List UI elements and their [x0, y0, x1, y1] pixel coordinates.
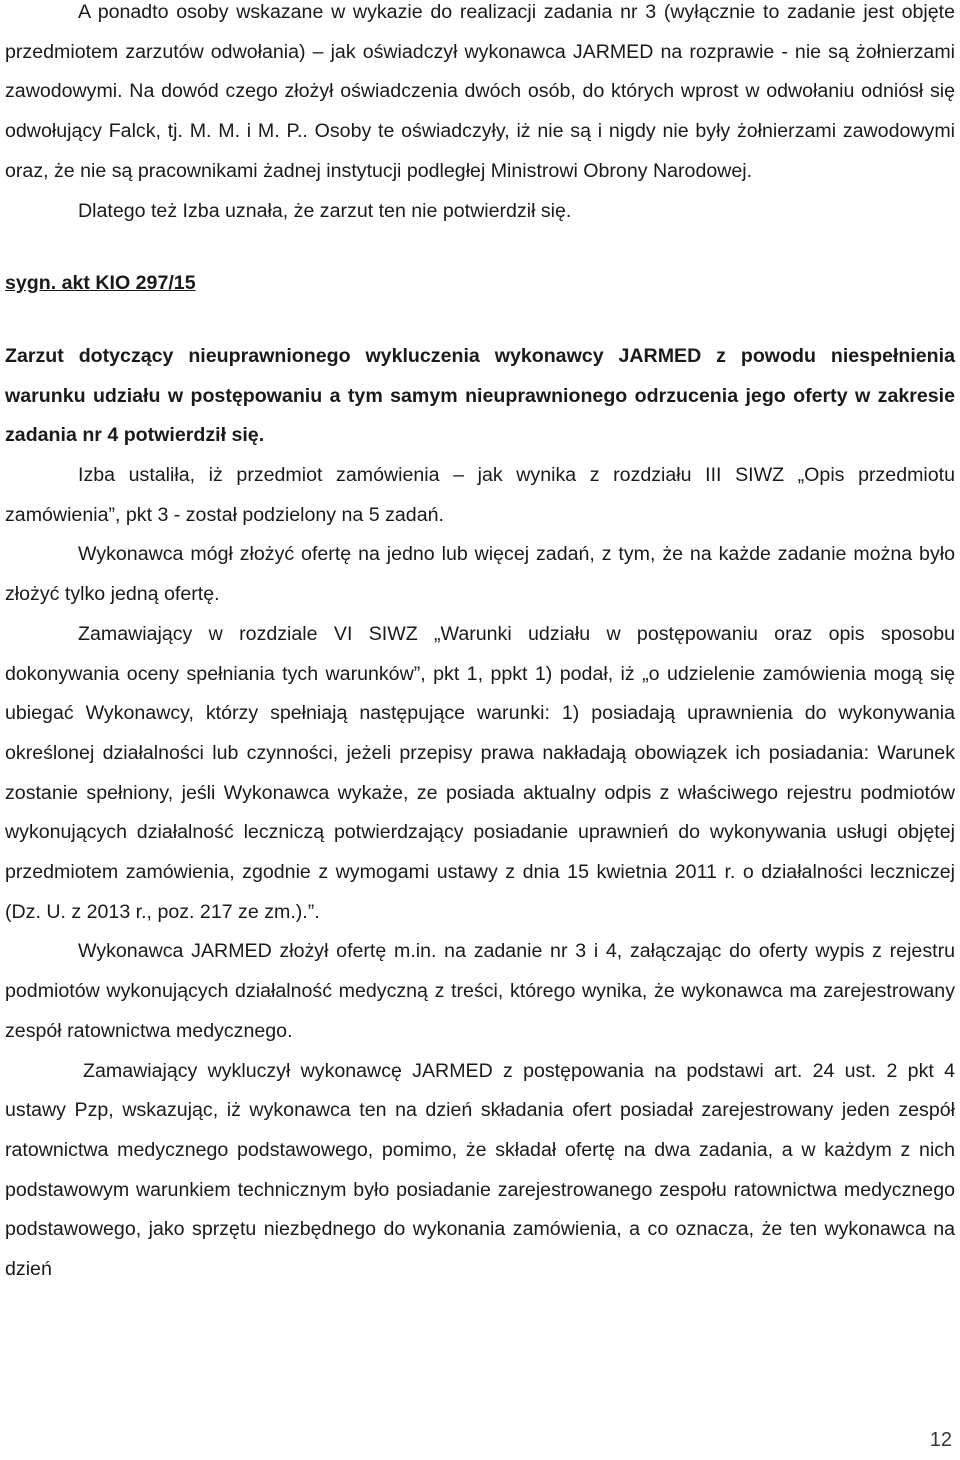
paragraph-conclusion: Dlatego też Izba uznała, że zarzut ten nie potwierdził się.: [78, 199, 572, 222]
paragraph-participation-conditions: Zamawiający w rozdziale VI SIWZ „Warunki udziału w postępowaniu oraz opis sposobu dokonywania oceny spełniania tych warunków”, pkt 1, ppkt 1) podał, iż „o udzielenie zamówienia mogą się ubiegać Wykonawcy, którzy spełniają następujące warunki: 1) posiadają uprawnienia do wykonywania określonej działalności lub czynności, jeżeli przepisy prawa nakładają obowiązek ich posiadania: Warunek zostanie spełniony, jeśli Wykonawca wykaże, ze posiada aktualny odpis z właściwego rejestru podmiotów wykonujących działalność leczniczą potwierdzający posiadanie uprawnień do wykonywania usługi objętej przedmiotem zamówienia, zgodnie z wymogami ustawy z dnia 15 kwietnia 2011 r. o działalności leczniczej (Dz. U. z 2013 r., poz. 217 ze zm.).”.: [5, 622, 955, 923]
section-heading: Zarzut dotyczący nieuprawnionego wykluczenia wykonawcy JARMED z powodu niespełnienia warunku udziału w postępowaniu a tym samym nieuprawnionego odrzucenia jego oferty w zakresie zadania nr 4 potwierdził się.: [5, 344, 955, 447]
paragraph-exclusion: Zamawiający wykluczył wykonawcę JARMED z postępowania na podstawi art. 24 ust. 2 pkt 4 ustawy Pzp, wskazując, iż wykonawca ten na dzień składania ofert posiadał zarejestrowany jeden zespół ratownictwa medycznego podstawowego, pomimo, że składał ofertę na dwa zadania, a w każdym z nich podstawowym warunkiem technicznym było posiadanie zarejestrowanego zespołu ratownictwa medycznego podstawowego, jako sprzętu niezbędnego do wykonania zamówienia, a co oznacza, że ten wykonawca na dzień: [5, 1059, 955, 1281]
paragraph-witness-statements: A ponadto osoby wskazane w wykazie do realizacji zadania nr 3 (wyłącznie to zadanie jest objęte przedmiotem zarzutów odwołania) – jak oświadczył wykonawca JARMED na rozprawie - nie są żołnierzami zawodowymi. Na dowód czego złożył oświadczenia dwóch osób, do których wprost w odwołaniu odniósł się odwołujący Falck, tj. M. M. i M. P.. Osoby te oświadczyły, iż nie są i nigdy nie były żołnierzami zawodowymi oraz, że nie są pracownikami żadnej instytucji podległej Ministrowi Obrony Narodowej.: [5, 1, 955, 182]
paragraph-offers-per-task: Wykonawca mógł złożyć ofertę na jedno lub więcej zadań, z tym, że na każde zadanie można było złożyć tylko jedną ofertę.: [5, 543, 955, 606]
paragraph-jarmed-offer: Wykonawca JARMED złożył ofertę m.in. na zadanie nr 3 i 4, załączając do oferty wypis z rejestru podmiotów wykonujących działalność medyczną z treści, którego wynika, że wykonawca ma zarejestrowany zespół ratownictwa medycznego.: [5, 940, 955, 1042]
paragraph-subject-of-contract: Izba ustaliła, iż przedmiot zamówienia – jak wynika z rozdziału III SIWZ „Opis przedmiotu zamówienia”, pkt 3 - został podzielony na 5 zadań.: [5, 464, 955, 526]
page-number: 12: [929, 1429, 952, 1451]
case-reference: sygn. akt KIO 297/15: [5, 272, 196, 295]
document-page: [5, 0, 955, 1290]
